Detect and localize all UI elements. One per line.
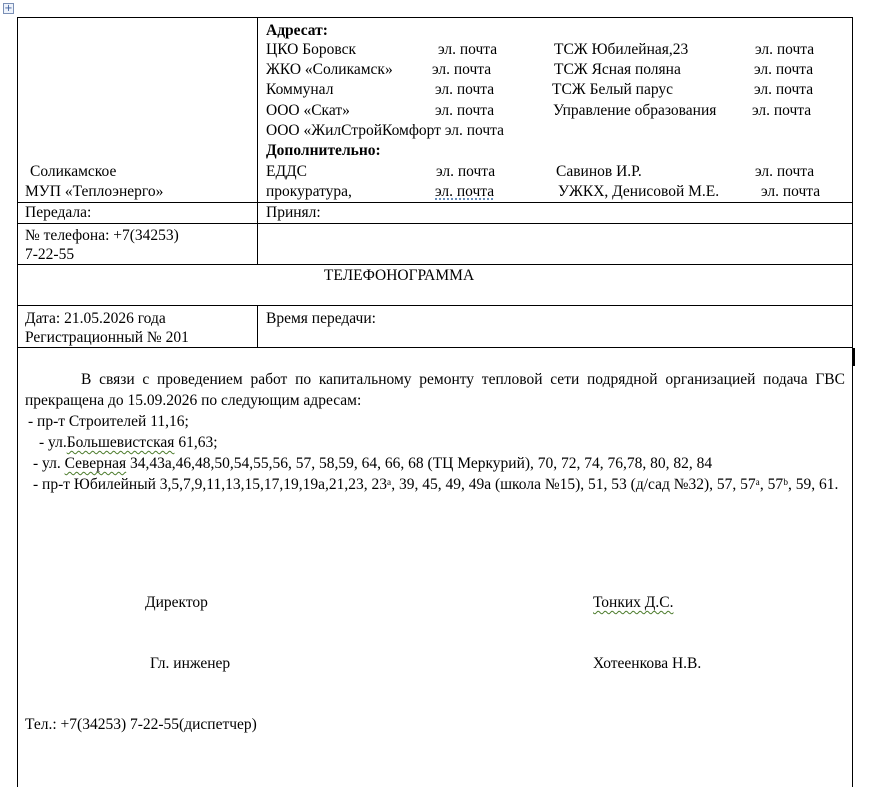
street-name: Большевистская xyxy=(66,434,175,451)
director-name: Тонких Д.С. xyxy=(593,594,674,611)
engineer-role: Гл. инженер xyxy=(150,655,231,672)
addressee-last-row: ООО «ЖилСтройКомфорт эл. почта xyxy=(266,122,504,139)
row-divider xyxy=(17,223,853,224)
extra-name: Савинов И.Р. xyxy=(556,163,642,180)
director-role: Директор xyxy=(145,594,208,611)
addressee-name: Управление образования xyxy=(553,102,717,119)
addressee-method: эл. почта xyxy=(435,102,495,119)
addressee-method: эл. почта xyxy=(754,61,814,78)
addressee-method: эл. почта xyxy=(432,61,492,78)
addressee-method: эл. почта xyxy=(752,102,812,119)
transmission-time-label: Время передачи: xyxy=(266,310,376,327)
phone-line-1: № телефона: +7(34253) xyxy=(25,227,179,244)
addressee-name: ООО «Скат» xyxy=(266,102,350,119)
addressee-name: ЦКО Боровск xyxy=(266,41,357,58)
received-by-label: Принял: xyxy=(266,204,321,221)
addressee-name: ЖКО «Соликамск» xyxy=(266,61,393,78)
text-cursor xyxy=(853,348,855,366)
addressee-name: ТСЖ Белый парус xyxy=(552,81,674,98)
address-prefix: - ул. xyxy=(39,434,67,451)
addressee-name: ТСЖ Юбилейная,23 xyxy=(554,41,689,58)
registration-line: Регистрационный № 201 xyxy=(25,329,189,346)
engineer-name: Хотеенкова Н.В. xyxy=(593,655,702,672)
extra-title: Дополнительно: xyxy=(266,142,381,159)
address-prefix: - ул. xyxy=(33,455,65,472)
extra-name: прокуратура, xyxy=(266,183,352,200)
dispatcher-phone: Тел.: +7(34253) 7-22-55(диспетчер) xyxy=(25,716,257,733)
addressee-method: эл. почта xyxy=(438,41,498,58)
addressee-title: Адресат: xyxy=(266,22,328,39)
document-title: ТЕЛЕФОНОГРАММА xyxy=(323,267,475,284)
sent-by-label: Передала: xyxy=(25,204,92,221)
extra-method: эл. почта xyxy=(761,183,821,200)
addressee-name: Коммунал xyxy=(266,81,334,98)
column-divider xyxy=(257,305,258,347)
addressee-method: эл. почта xyxy=(435,81,495,98)
body-intro: В связи с проведением работ по капитальному ремонту тепловой сети подрядной организацией подача ГВС прекращена до 15.09.2026 по следующим адресам: xyxy=(25,371,845,409)
row-divider xyxy=(17,202,853,203)
street-name: Северная xyxy=(64,455,127,472)
row-divider xyxy=(17,264,853,265)
address-line: - пр-т Юбилейный 3,5,7,9,11,13,15,17,19,19а,21,23, 23ᵃ, 39, 45, 49, 49а (школа №15), 51, 53 (д/сад №32), 57, 57ᵃ, 57ᵇ, 59, 61. xyxy=(33,476,839,493)
table-move-handle-icon[interactable]: + xyxy=(4,3,13,14)
address-numbers: 61,63; xyxy=(174,434,218,451)
extra-method: эл. почта xyxy=(755,163,815,180)
extra-name: ЕДДС xyxy=(266,163,307,180)
address-line xyxy=(25,432,845,453)
addressee-name: ТСЖ Ясная поляна xyxy=(554,61,681,78)
addressee-method: эл. почта xyxy=(754,81,814,98)
address-line: - пр-т Строителей 11,16; xyxy=(28,413,189,430)
org-city: Соликамское xyxy=(30,163,117,180)
addressee-method: эл. почта xyxy=(755,41,815,58)
column-divider xyxy=(257,17,258,264)
row-divider xyxy=(17,305,853,306)
extra-method: эл. почта xyxy=(436,163,496,180)
address-numbers: 34,43а,46,48,50,54,55,56, 57, 58,59, 64, 66, 68 (ТЦ Меркурий), 70, 72, 74, 76,78, 80, 82, 84 xyxy=(126,455,713,472)
extra-name: УЖКХ, Денисовой М.Е. xyxy=(558,183,720,200)
org-name: МУП «Теплоэнерго» xyxy=(25,183,164,200)
address-line xyxy=(25,453,845,474)
message-body[interactable] xyxy=(25,369,845,495)
phone-line-2: 7-22-55 xyxy=(25,246,75,263)
date-line: Дата: 21.05.2026 года xyxy=(25,310,166,327)
extra-method: эл. почта xyxy=(435,183,495,200)
